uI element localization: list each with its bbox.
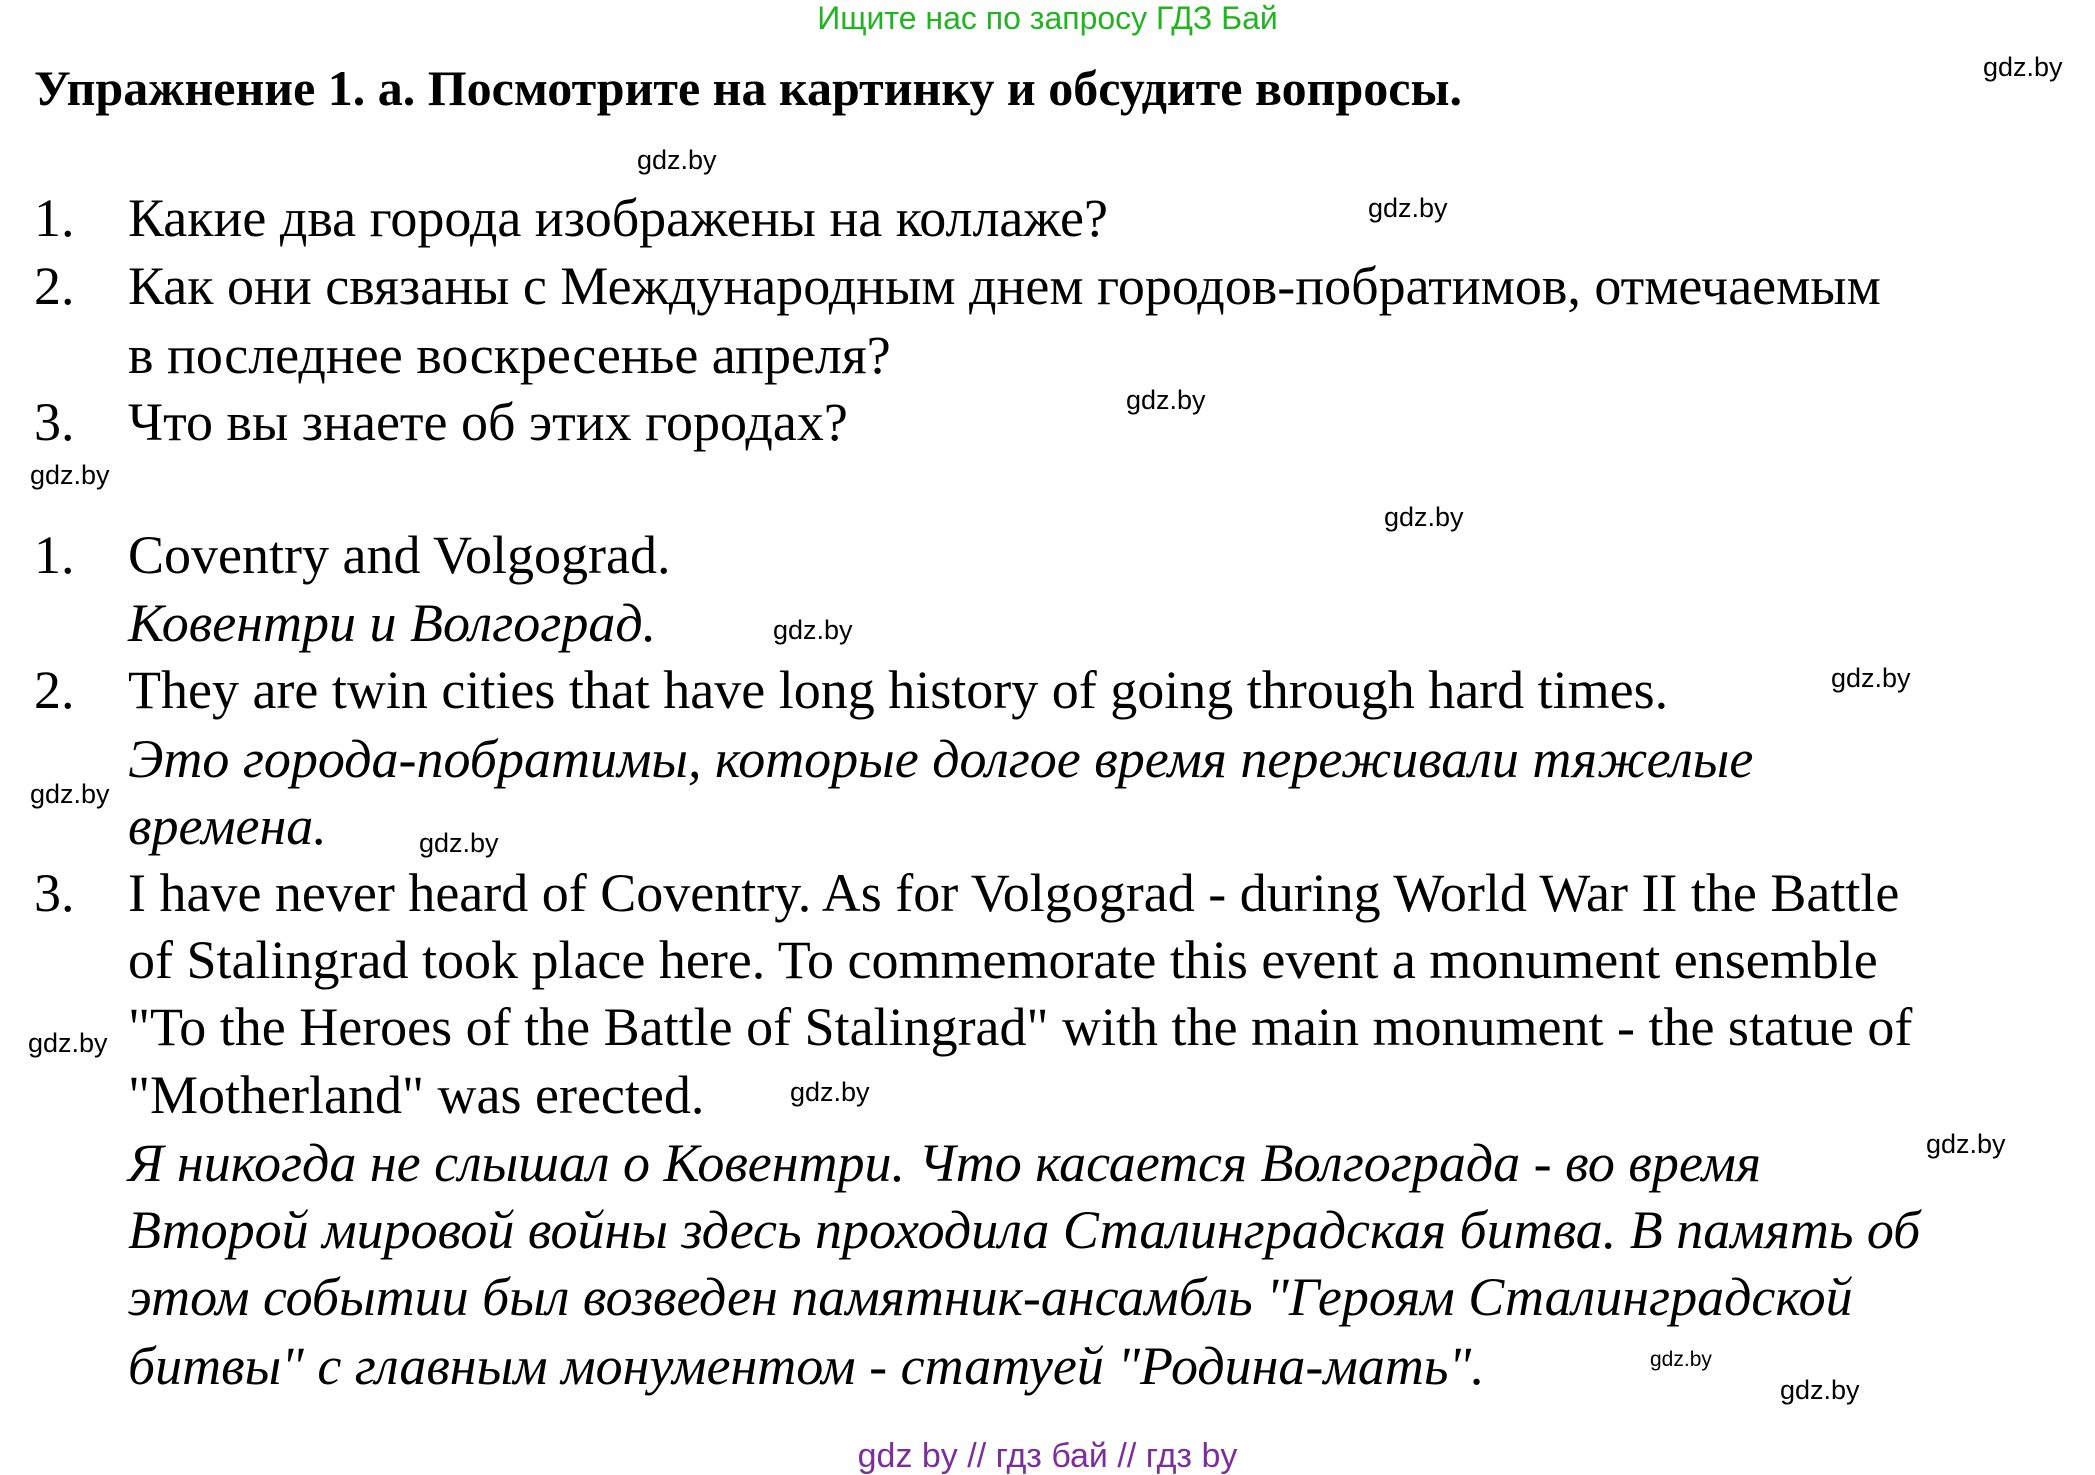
question-text: Что вы знаете об этих городах? [128, 392, 848, 452]
watermark: gdz.by [1926, 1129, 2006, 1159]
answer-russian: Второй мировой войны здесь проходила Сталинградская битва. В память об [128, 1200, 1921, 1260]
question-number: 2. [34, 256, 75, 316]
question-number: 1. [34, 188, 75, 248]
watermark: gdz.by [1983, 52, 2063, 82]
watermark: gdz.by [637, 145, 717, 175]
answer-english: of Stalingrad took place here. To commemorate this event a monument ensemble [128, 930, 1878, 990]
answer-english: They are twin cities that have long history of going through hard times. [128, 660, 1669, 720]
answer-russian: этом событии был возведен памятник-ансамбль "Героям Сталинградской [128, 1267, 1853, 1327]
watermark: gdz.by [30, 460, 110, 490]
question-text: Какие два города изображены на коллаже? [128, 188, 1108, 248]
watermark: gdz.by [1384, 502, 1464, 532]
watermark: gdz.by [1780, 1375, 1860, 1405]
answer-english: "Motherland" was erected. [128, 1065, 705, 1125]
answer-russian: битвы" с главным монументом - статуей "Родина-мать". [128, 1336, 1485, 1396]
answer-russian: Ковентри и Волгоград. [128, 593, 657, 653]
watermark: gdz.by [773, 615, 853, 645]
question-number: 3. [34, 392, 75, 452]
watermark: gdz.by [28, 1028, 108, 1058]
answer-number: 1. [34, 525, 75, 585]
watermark: gdz.by [1831, 663, 1911, 693]
answer-russian: времена. [128, 796, 327, 856]
watermark: gdz.by [30, 779, 110, 809]
answer-russian: Я никогда не слышал о Ковентри. Что касается Волгограда - во время [128, 1133, 1761, 1193]
watermark: gdz.by [1368, 193, 1448, 223]
footer-links[interactable]: gdz by // гдз бай // гдз by [857, 1437, 1238, 1475]
watermark: gdz.by [419, 828, 499, 858]
exercise-title: Упражнение 1. а. Посмотрите на картинку и обсудите вопросы. [34, 60, 1462, 116]
answer-english: Coventry and Volgograd. [128, 525, 671, 585]
answer-english: I have never heard of Coventry. As for Volgograd - during World War II the Battle [128, 863, 1900, 923]
answer-number: 3. [34, 863, 75, 923]
watermark: gdz.by [1650, 1348, 1712, 1371]
question-text: в последнее воскресенье апреля? [128, 325, 891, 385]
watermark: gdz.by [1126, 385, 1206, 415]
answer-number: 2. [34, 660, 75, 720]
answer-russian: Это города-побратимы, которые долгое время переживали тяжелые [128, 729, 1754, 789]
answer-english: "To the Heroes of the Battle of Stalingrad" with the main monument - the statue of [128, 997, 1913, 1057]
watermark: gdz.by [790, 1077, 870, 1107]
search-hint: Ищите нас по запросу ГДЗ Бай [817, 0, 1278, 36]
question-text: Как они связаны с Международным днем городов-побратимов, отмечаемым [128, 256, 1881, 316]
